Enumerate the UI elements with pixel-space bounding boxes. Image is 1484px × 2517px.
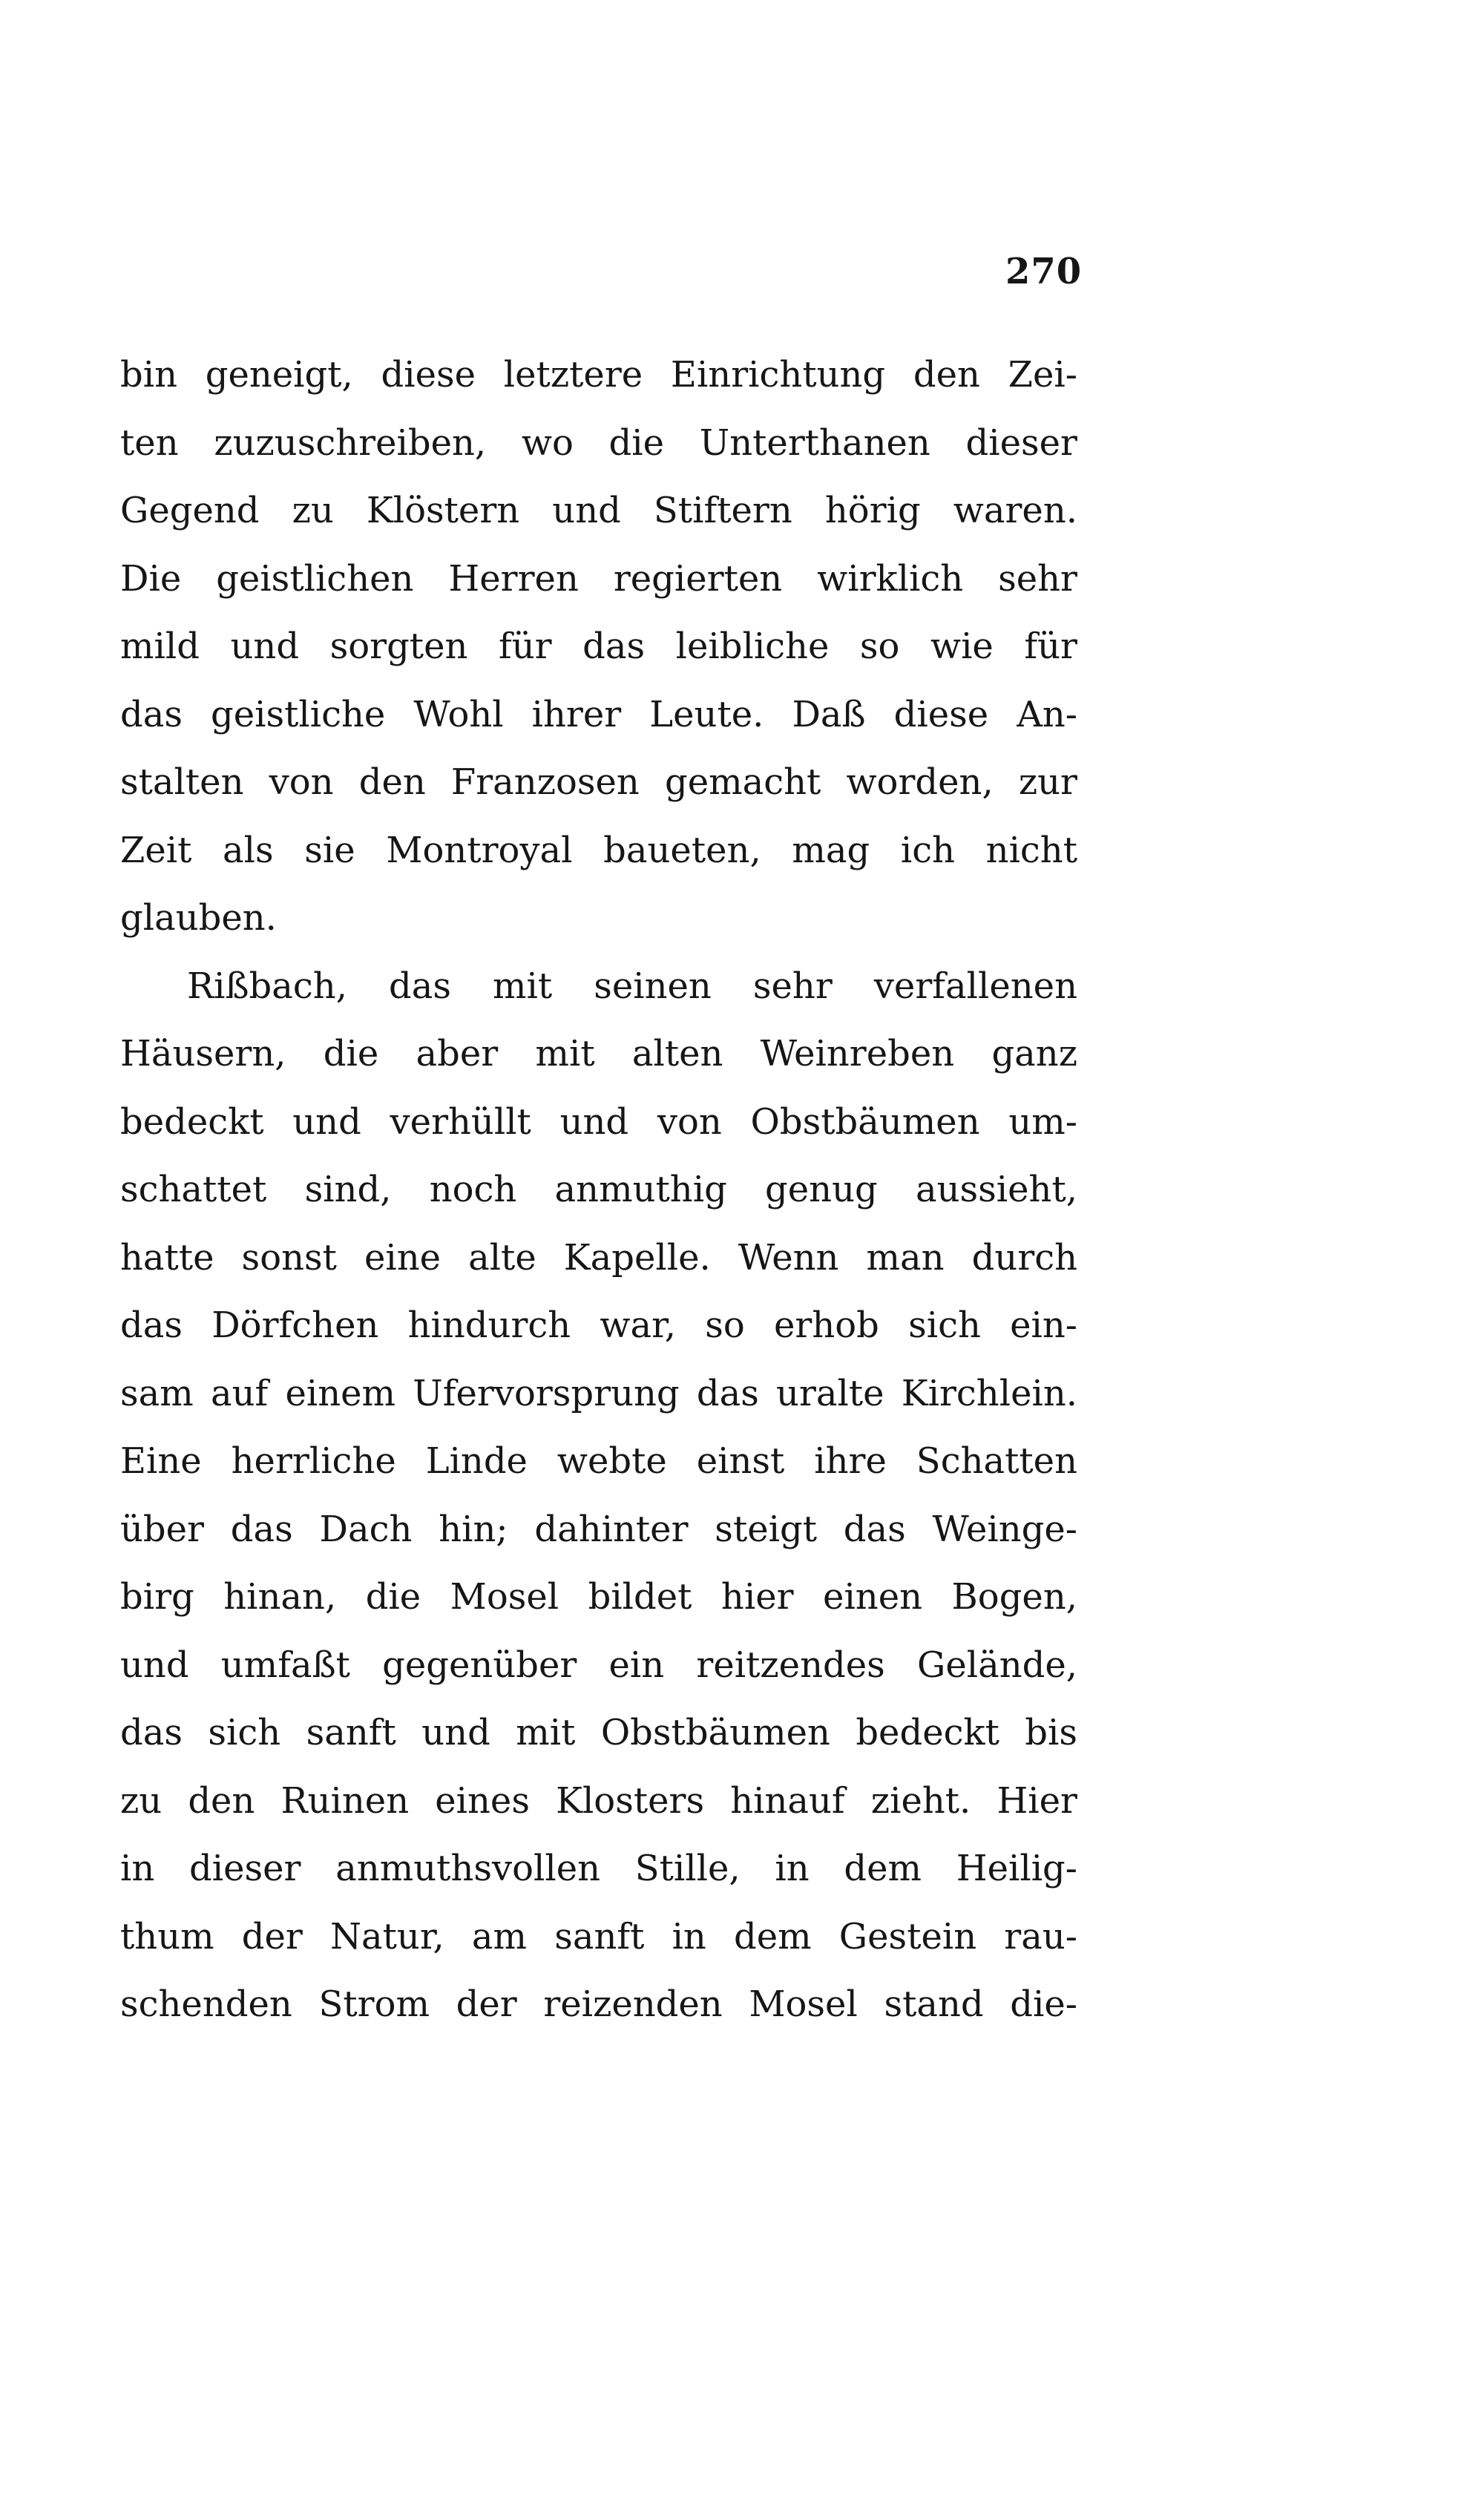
text-line: Die geistlichen Herren regierten wirklich sehr bbox=[120, 557, 1077, 600]
text-line: hatte sonst eine alte Kapelle. Wenn man durch bbox=[120, 1236, 1077, 1279]
text-line: sam auf einem Ufervorsprung das uralte Kirchlein. bbox=[120, 1372, 1077, 1414]
text-line: stalten von den Franzosen gemacht worden, zur bbox=[120, 761, 1077, 803]
text-line: schenden Strom der reizenden Mosel stand die- bbox=[120, 1983, 1077, 2025]
text-line: bin geneigt, diese letztere Einrichtung den Zei- bbox=[120, 354, 1077, 396]
text-line: und umfaßt gegenüber ein reitzendes Gelände, bbox=[120, 1644, 1077, 1686]
text-line: birg hinan, die Mosel bildet hier einen Bogen, bbox=[120, 1576, 1077, 1618]
text-line: das sich sanft und mit Obstbäumen bedeckt bis bbox=[120, 1712, 1077, 1753]
text-line: Gegend zu Klöstern und Stiftern hörig waren. bbox=[120, 490, 1077, 531]
text-line: Eine herrliche Linde webte einst ihre Schatten bbox=[120, 1440, 1077, 1482]
text-line: zu den Ruinen eines Klosters hinauf zieht. Hier bbox=[120, 1779, 1077, 1822]
text-line: über das Dach hin; dahinter steigt das Weinge- bbox=[120, 1508, 1077, 1550]
text-line: Zeit als sie Montroyal baueten, mag ich nicht bbox=[120, 829, 1077, 871]
body-text bbox=[120, 341, 1077, 2039]
text-line: mild und sorgten für das leibliche so wie für bbox=[120, 626, 1077, 667]
text-line: ten zuzuschreiben, wo die Unterthanen dieser bbox=[120, 421, 1077, 464]
text-line: bedeckt und verhüllt und von Obstbäumen um- bbox=[120, 1100, 1077, 1143]
text-line: thum der Natur, am sanft in dem Gestein rau- bbox=[120, 1915, 1077, 1958]
text-line: in dieser anmuthsvollen Stille, in dem Heilig- bbox=[120, 1848, 1077, 1889]
text-line: das Dörfchen hindurch war, so erhob sich ein- bbox=[120, 1305, 1077, 1346]
text-line: schattet sind, noch anmuthig genug aussieht, bbox=[120, 1169, 1077, 1210]
text-line: Häusern, die aber mit alten Weinreben ganz bbox=[120, 1033, 1077, 1074]
paragraph-1 bbox=[120, 341, 1077, 953]
text-line: das geistliche Wohl ihrer Leute. Daß diese An- bbox=[120, 693, 1077, 735]
paragraph-2 bbox=[120, 953, 1077, 2039]
text-line: Rißbach, das mit seinen sehr verfallenen bbox=[187, 965, 1077, 1007]
text-line: glauben. bbox=[120, 897, 277, 939]
page-number: 270 bbox=[1005, 251, 1083, 292]
